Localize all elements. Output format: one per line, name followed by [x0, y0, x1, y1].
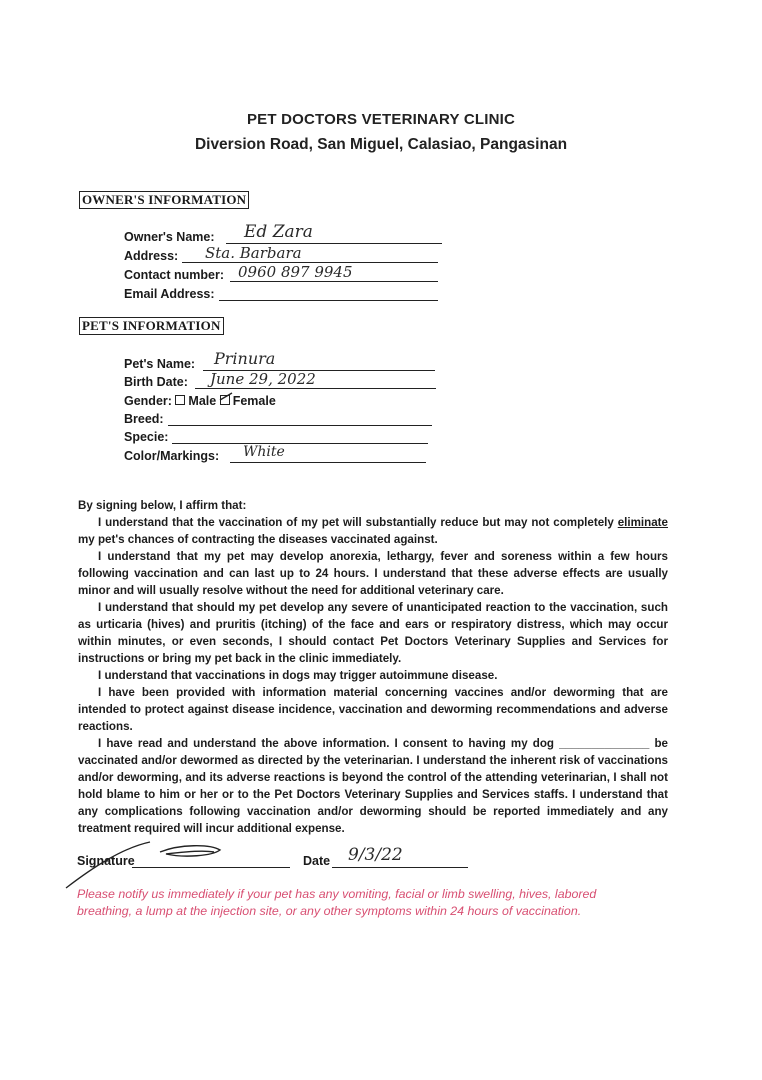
color-markings-value[interactable]: White	[243, 444, 285, 460]
contact-number-label: Contact number:	[124, 268, 224, 282]
consent-p2: I understand that my pet may develop anorexia, lethargy, fever and soreness within a few hours following vaccination and can last up to 24 hours. I understand that these adverse effects are usually minor and will usually resolve without the need for additional veterinary care.	[78, 550, 668, 597]
pet-section-title: PET'S INFORMATION	[79, 317, 224, 335]
breed-line[interactable]	[168, 425, 432, 426]
gender-female-checkbox[interactable]	[220, 395, 230, 405]
handwritten-signature	[62, 836, 232, 892]
consent-p4: I understand that vaccinations in dogs may trigger autoimmune disease.	[98, 669, 498, 682]
owner-address-label: Address:	[124, 249, 179, 263]
color-markings-label: Color/Markings:	[124, 449, 220, 463]
date-line[interactable]	[332, 867, 468, 868]
date-label: Date	[303, 854, 331, 868]
consent-p6: I have read and understand the above information. I consent to having my dog ______________ be vaccinated and/or dewormed as directed by the veterinarian. I understand the inherent risk of vaccinations and/or deworming, and its adverse reactions is beyond the control of the attending veterinarian, I shall not hold blame to him or her or to the Pet Doctors Veterinary Supplies and Services staffs. I understand that any complications following vaccination and/or deworming should be reported immediately and any treatment required will incur additional expense.	[78, 737, 668, 835]
gender-label: Gender:	[124, 394, 172, 408]
check-mark-icon	[219, 392, 233, 402]
birth-date-value[interactable]: June 29, 2022	[210, 370, 316, 388]
owner-name-value[interactable]: Ed Zara	[244, 222, 313, 242]
notice-text: Please notify us immediately if your pet has any vomiting, facial or limb swelling, hives, labored breathing, a lump at the injection site, or any other symptoms within 24 hours of vaccination.	[77, 887, 597, 918]
consent-p1: I understand that the vaccination of my pet will substantially reduce but may not completely eliminate my pet's chances of contracting the diseases vaccinated against.	[78, 516, 668, 546]
pet-name-label: Pet's Name:	[124, 357, 196, 371]
specie-line[interactable]	[172, 443, 428, 444]
gender-male-label: Male	[188, 394, 217, 408]
pet-name-value[interactable]: Prinura	[214, 349, 276, 368]
consent-intro: By signing below, I affirm that:	[78, 499, 247, 512]
contact-number-value[interactable]: 0960 897 9945	[238, 263, 353, 281]
breed-label: Breed:	[124, 412, 164, 426]
consent-p3: I understand that should my pet develop any severe of unanticipated reaction to the vaccination, such as urticaria (hives) and pruritis (itching) of the face and ears or respiratory distress, which may occur within minutes, or even seconds, I should contact Pet Doctors Veterinary Supplies and Services for instructions or bring my pet back in the clinic immediately.	[78, 601, 668, 665]
signature-label: Signature	[77, 854, 135, 868]
specie-label: Specie:	[124, 430, 169, 444]
gender-male-checkbox[interactable]	[175, 395, 185, 405]
gender-female-label: Female	[232, 394, 276, 408]
birth-date-line[interactable]	[195, 388, 436, 389]
contact-number-line[interactable]	[230, 281, 438, 282]
consent-text	[78, 497, 668, 837]
owner-name-label: Owner's Name:	[124, 230, 215, 244]
email-label: Email Address:	[124, 287, 215, 301]
email-line[interactable]	[219, 300, 438, 301]
owner-address-value[interactable]: Sta. Barbara	[205, 244, 302, 262]
color-markings-line[interactable]	[230, 462, 426, 463]
clinic-name: PET DOCTORS VETERINARY CLINIC	[246, 111, 516, 128]
owner-section-title: OWNER'S INFORMATION	[79, 191, 249, 209]
birth-date-label: Birth Date:	[124, 375, 188, 389]
consent-p5: I have been provided with information material concerning vaccines and/or deworming that are intended to protect against disease incidence, vaccination and deworming recommendations and adverse reactions.	[78, 686, 668, 733]
gender-row	[124, 393, 276, 409]
clinic-address: Diversion Road, San Miguel, Calasiao, Pangasinan	[194, 136, 568, 153]
date-value[interactable]: 9/3/22	[348, 845, 403, 865]
